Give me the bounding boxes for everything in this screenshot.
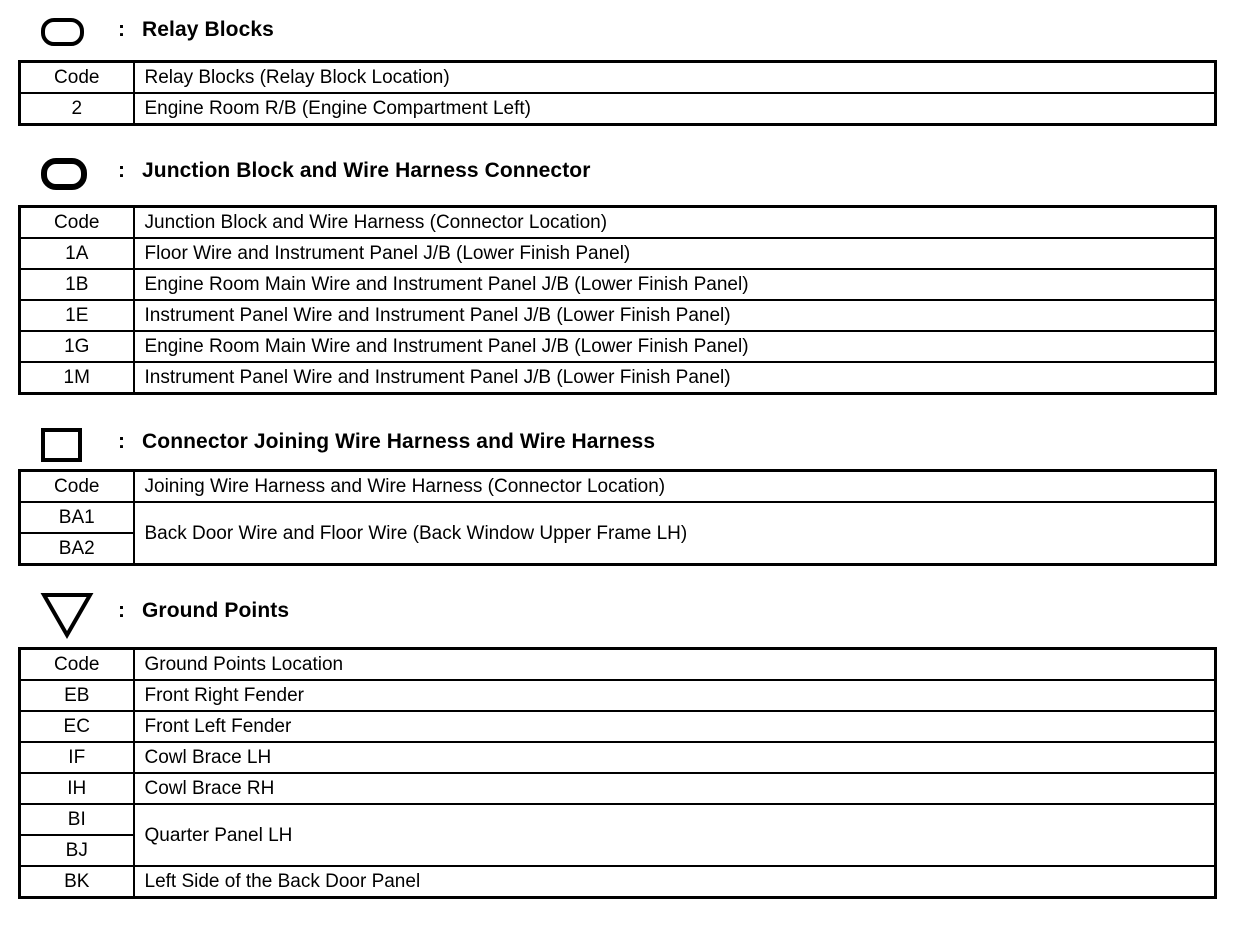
header-desc: Junction Block and Wire Harness (Connector Location) [134,207,1216,239]
table-header-row [20,207,1216,239]
row-code: 1A [20,238,134,269]
row-desc: Instrument Panel Wire and Instrument Panel J/B (Lower Finish Panel) [134,362,1216,394]
square-icon [40,425,86,465]
table-row [20,331,1216,362]
heading-colon: : [118,599,125,622]
row-desc: Cowl Brace LH [134,742,1216,773]
table-row [20,93,1216,125]
row-code: IH [20,773,134,804]
row-desc: Floor Wire and Instrument Panel J/B (Lower Finish Panel) [134,238,1216,269]
table-row [20,804,1216,835]
header-code: Code [20,62,134,94]
row-code: IF [20,742,134,773]
table-row [20,742,1216,773]
section-title: Junction Block and Wire Harness Connector [142,159,591,182]
section-title: Connector Joining Wire Harness and Wire Harness [142,430,656,453]
row-desc: Quarter Panel LH [134,804,1216,866]
row-desc: Front Left Fender [134,711,1216,742]
section-title: Relay Blocks [142,18,274,41]
section-title: Ground Points [142,599,290,622]
row-desc: Engine Room Main Wire and Instrument Panel J/B (Lower Finish Panel) [134,331,1216,362]
row-desc: Engine Room Main Wire and Instrument Panel J/B (Lower Finish Panel) [134,269,1216,300]
row-code: 1B [20,269,134,300]
table-header-row [20,62,1216,94]
table-row [20,711,1216,742]
ground-points-table [18,647,1217,899]
row-code: EC [20,711,134,742]
header-code: Code [20,649,134,681]
junction-block-table [18,205,1217,395]
row-code: BI [20,804,134,835]
table-row [20,300,1216,331]
row-desc: Back Door Wire and Floor Wire (Back Window Upper Frame LH) [134,502,1216,565]
row-code: 1M [20,362,134,394]
row-desc: Instrument Panel Wire and Instrument Panel J/B (Lower Finish Panel) [134,300,1216,331]
row-desc: Cowl Brace RH [134,773,1216,804]
header-code: Code [20,471,134,503]
table-row [20,362,1216,394]
table-row [20,502,1216,533]
table-header-row [20,649,1216,681]
row-code: BK [20,866,134,898]
table-row [20,680,1216,711]
header-desc: Joining Wire Harness and Wire Harness (Connector Location) [134,471,1216,503]
table-row [20,866,1216,898]
section-heading [18,425,1217,465]
table-row [20,238,1216,269]
row-desc: Left Side of the Back Door Panel [134,866,1216,898]
connector-joining-table [18,469,1217,566]
row-desc: Engine Room R/B (Engine Compartment Left) [134,93,1216,125]
row-code: 1E [20,300,134,331]
header-desc: Relay Blocks (Relay Block Location) [134,62,1216,94]
row-code: 1G [20,331,134,362]
relay-blocks-table [18,60,1217,126]
row-code: BA2 [20,533,134,565]
row-code: 2 [20,93,134,125]
heading-colon: : [118,18,125,41]
section-heading [18,590,1217,630]
row-code: BA1 [20,502,134,533]
table-header-row [20,471,1216,503]
header-desc: Ground Points Location [134,649,1216,681]
table-row [20,773,1216,804]
section-heading [18,154,1217,194]
rounded-rect-thick-icon [40,156,88,192]
row-desc: Front Right Fender [134,680,1216,711]
rounded-rect-thin-icon [40,16,86,50]
section-heading [18,14,1217,54]
heading-colon: : [118,159,125,182]
table-row [20,269,1216,300]
triangle-down-icon [40,590,98,642]
row-code: BJ [20,835,134,866]
header-code: Code [20,207,134,239]
row-code: EB [20,680,134,711]
heading-colon: : [118,430,125,453]
